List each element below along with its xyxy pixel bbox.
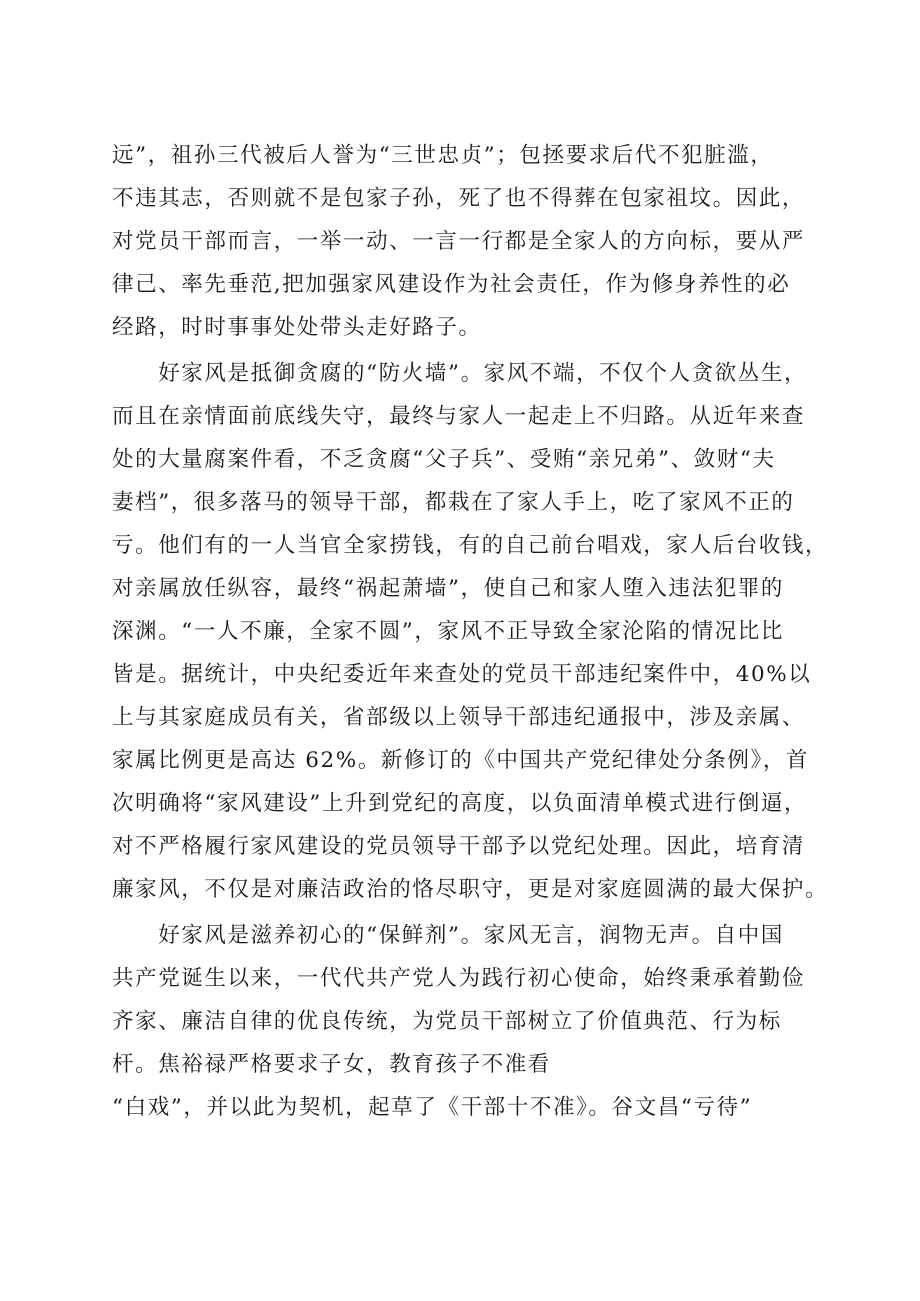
text-line: 对亲属放任纵容，最终“祸起萧墙”，使自己和家人堕入违法犯罪的 xyxy=(112,576,784,601)
text-line: 齐家、廉洁自律的优良传统，为党员干部树立了价值典范、行为标 xyxy=(112,1009,782,1034)
text-line: 好家风是滋养初心的“保鲜剂”。家风无言，润物无声。自中国 xyxy=(112,923,784,948)
text-line: 妻档”，很多落马的领导干部，都栽在了家人手上，吃了家风不正的 xyxy=(112,490,795,515)
text-line: 经路，时时事事处处带头走好路子。 xyxy=(112,315,482,340)
text-line: 皆是。据统计，中央纪委近年来查处的党员干部违纪案件中，40%以 xyxy=(112,662,812,687)
text-line: 杆。焦裕禄严格要求子女，教育孩子不准看 xyxy=(112,1052,551,1077)
text-line: 共产党诞生以来，一代代共产党人为践行初心使命，始终秉承着勤俭 xyxy=(112,966,806,991)
text-line: 而且在亲情面前底线失守，最终与家人一起走上不归路。从近年来查 xyxy=(112,404,806,429)
text-line: 律己、率先垂范,把加强家风建设作为社会责任，作为修身养性的必 xyxy=(112,272,791,297)
text-line: 次明确将“家风建设”上升到党纪的高度，以负面清单模式进行倒逼， xyxy=(112,791,808,816)
text-line: 亏。他们有的一人当官全家捞钱，有的自己前台唱戏，家人后台收钱， xyxy=(112,533,829,558)
text-line: 不违其志，否则就不是包家子孙，死了也不得葬在包家祖坟。因此， xyxy=(112,186,806,211)
text-line: 好家风是抵御贪腐的“防火墙”。家风不端，不仅个人贪欲丛生， xyxy=(112,361,808,386)
text-line: 对不严格履行家风建设的党员领导干部予以党纪处理。因此，培育清 xyxy=(112,834,806,859)
text-line: 对党员干部而言，一举一动、一言一行都是全家人的方向标，要从严 xyxy=(112,229,806,254)
text-line: 处的大量腐案件看，不乏贪腐“父子兵”、受贿“亲兄弟”、敛财“夫 xyxy=(112,447,776,472)
text-line: 上与其家庭成员有关，省部级以上领导干部违纪通报中，涉及亲属、 xyxy=(112,705,806,730)
text-line: 家属比例更是高达 62%。新修订的《中国共产党纪律处分条例》，首 xyxy=(112,748,810,773)
text-line: 廉家风，不仅是对廉洁政治的恪尽职守，更是对家庭圆满的最大保护。 xyxy=(112,877,829,902)
text-line: “白戏”，并以此为契机，起草了《干部十不准》。谷文昌“亏待” xyxy=(112,1095,753,1120)
text-line: 深渊。“一人不廉，全家不圆”，家风不正导致全家沦陷的情况比比 xyxy=(112,619,784,644)
text-line: 远”，祖孙三代被后人誉为“三世忠贞”；包拯要求后代不犯脏滥， xyxy=(112,143,774,168)
